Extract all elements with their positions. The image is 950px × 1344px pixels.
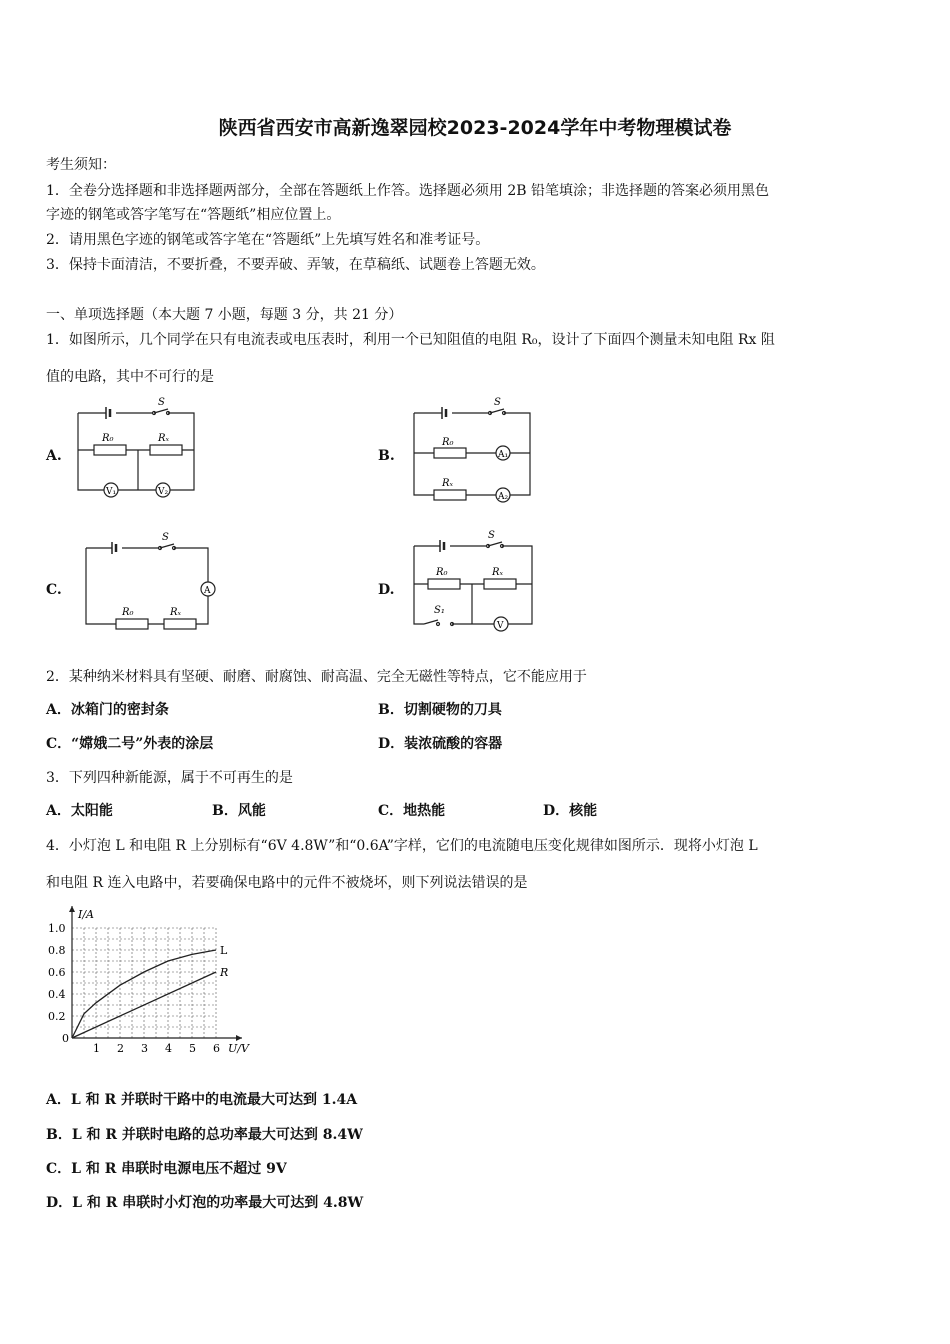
q1-option-a-label: A. xyxy=(46,448,62,464)
q3-option-d: D．核能 xyxy=(543,803,598,819)
y-tick-label: 0.4 xyxy=(48,988,66,1001)
notice-item-3: 3．保持卡面清洁，不要折叠，不要弄破、弄皱，在草稿纸、试题卷上答题无效。 xyxy=(46,257,545,273)
circuit-b-diagram xyxy=(406,395,536,505)
circuit-b-r0-label: R₀ xyxy=(442,437,454,448)
circuit-b-rx-label: Rₓ xyxy=(442,478,454,489)
circuit-b-switch-label: S xyxy=(494,397,501,408)
notice-item-1-cont: 字迹的钢笔或答字笔写在“答题纸”相应位置上。 xyxy=(46,207,341,223)
y-axis-arrow xyxy=(69,906,75,912)
q2-stem: 2．某种纳米材料具有坚硬、耐磨、耐腐蚀、耐高温、完全无磁性等特点，它不能应用于 xyxy=(46,669,587,685)
circuit-a-switch-label: S xyxy=(158,397,165,408)
q4-option-a: A．L 和 R 并联时干路中的电流最大可达到 1.4A xyxy=(46,1092,358,1108)
circuit-b-a1-label: A₁ xyxy=(498,450,509,460)
circuit-d-rx-label: Rₓ xyxy=(492,567,504,578)
y-tick-label: 0.8 xyxy=(48,944,66,957)
q1-option-b-label: B. xyxy=(378,448,395,464)
q4-option-c: C．L 和 R 串联时电源电压不超过 9V xyxy=(46,1161,287,1177)
origin-label: 0 xyxy=(62,1032,69,1045)
circuit-a-diagram xyxy=(70,395,200,505)
notice-item-1: 1．全卷分选择题和非选择题两部分，全部在答题纸上作答。选择题必须用 2B 铅笔填涂；非选择题的答案必须用黑色 xyxy=(46,183,769,199)
circuit-c-rx-label: Rₓ xyxy=(170,607,182,618)
circuit-c-r0-label: R₀ xyxy=(122,607,134,618)
q3-option-a: A．太阳能 xyxy=(46,803,113,819)
q1-stem-line1: 1．如图所示，几个同学在只有电流表或电压表时，利用一个已知阻值的电阻 R₀，设计了下面四个测量未知电阻 Rx 阻 xyxy=(46,332,775,348)
y-axis-label: I/A xyxy=(78,908,94,921)
q2-option-d: D．装浓硫酸的容器 xyxy=(378,736,503,752)
iv-chart xyxy=(40,900,270,1065)
circuit-a-v2-label: V₂ xyxy=(158,487,169,497)
series-label-l: L xyxy=(220,944,228,957)
q3-option-b: B．风能 xyxy=(212,803,266,819)
q1-stem-line2: 值的电路，其中不可行的是 xyxy=(46,369,214,385)
q3-option-c: C．地热能 xyxy=(378,803,446,819)
x-tick-label: 4 xyxy=(165,1042,172,1055)
q3-stem: 3．下列四种新能源，属于不可再生的是 xyxy=(46,770,293,786)
q1-option-c-label: C. xyxy=(46,582,62,598)
circuit-c-diagram xyxy=(78,528,218,638)
section-heading: 一、单项选择题（本大题 7 小题，每题 3 分，共 21 分） xyxy=(46,307,403,323)
circuit-d-s1-label: S₁ xyxy=(434,605,445,616)
y-tick-label: 0.6 xyxy=(48,966,66,979)
chart-grid xyxy=(72,928,216,1038)
y-tick-label: 1.0 xyxy=(48,922,66,935)
y-tick-label: 0.2 xyxy=(48,1010,66,1023)
circuit-a-v1-label: V₁ xyxy=(106,487,117,497)
x-tick-label: 1 xyxy=(93,1042,100,1055)
x-axis-arrow xyxy=(236,1035,242,1041)
q2-option-a: A．冰箱门的密封条 xyxy=(46,702,169,718)
circuit-c-a-label: A xyxy=(204,586,211,596)
x-tick-label: 2 xyxy=(117,1042,124,1055)
q4-stem-line1: 4．小灯泡 L 和电阻 R 上分别标有“6V 4.8W”和“0.6A”字样，它们的电流随电压变化规律如图所示．现将小灯泡 L xyxy=(46,838,758,854)
q4-stem-line2: 和电阻 R 连入电路中，若要确保电路中的元件不被烧坏，则下列说法错误的是 xyxy=(46,875,528,891)
circuit-a-r0-label: R₀ xyxy=(102,433,114,444)
chart-series xyxy=(72,944,228,1038)
notice-item-2: 2．请用黑色字迹的钢笔或答字笔在“答题纸”上先填写姓名和准考证号。 xyxy=(46,232,490,248)
x-tick-label: 6 xyxy=(213,1042,220,1055)
q2-option-b: B．切割硬物的刀具 xyxy=(378,702,502,718)
circuit-b-a2-label: A₂ xyxy=(498,492,509,502)
series-label-r: R xyxy=(220,966,229,979)
notice-heading: 考生须知： xyxy=(46,157,116,173)
circuit-d-switch-label: S xyxy=(488,530,495,541)
q2-option-c: C．“嫦娥二号”外表的涂层 xyxy=(46,736,214,752)
x-axis-label: U/V xyxy=(228,1042,249,1055)
circuit-d-r0-label: R₀ xyxy=(436,567,448,578)
page-title: 陕西省西安市高新逸翠园校2023-2024学年中考物理模试卷 xyxy=(218,117,732,139)
circuit-d-v-label: V xyxy=(497,621,504,631)
circuit-c-switch-label: S xyxy=(162,532,169,543)
q4-option-b: B．L 和 R 并联时电路的总功率最大可达到 8.4W xyxy=(46,1127,363,1143)
circuit-a-rx-label: Rₓ xyxy=(158,433,170,444)
q1-option-d-label: D. xyxy=(378,582,395,598)
circuit-d-diagram xyxy=(406,528,546,638)
x-tick-label: 5 xyxy=(189,1042,196,1055)
x-tick-label: 3 xyxy=(141,1042,148,1055)
q4-option-d: D．L 和 R 串联时小灯泡的功率最大可达到 4.8W xyxy=(46,1195,364,1211)
